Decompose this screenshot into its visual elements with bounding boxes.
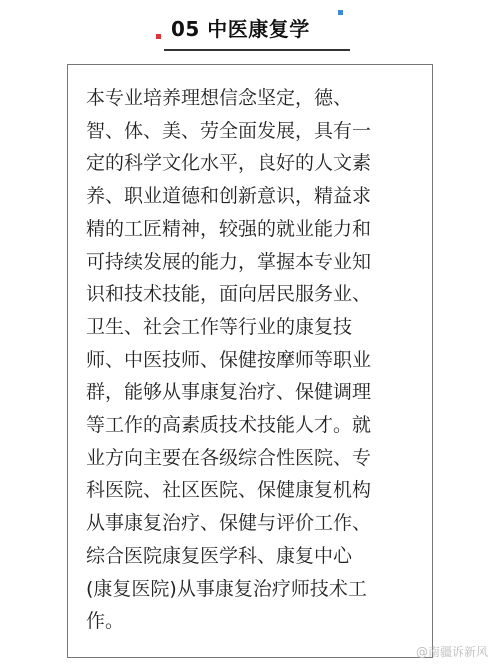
blue-accent-square	[338, 10, 343, 15]
title-underline	[164, 49, 350, 51]
watermark-text: @南疆诉新风	[415, 645, 488, 659]
section-title: 05 中医康复学	[171, 17, 310, 41]
program-description: 本专业培养理想信念坚定，德、 智、体、美、劳全面发展，具有一 定的科学文化水平，良好的人文素 养、职业道德和创新意识，精益求 精的工匠精神，较强的就业能力和 可持续发展的能力，掌握本专业知 识和技术技能，面向居民服务业、 卫生、社会工作等行业的康复技 师、中医技师、保健按摩师等职业 群，能够从事康复治疗、保健调理 等工作的高素质技术技能人才。就 业方向主要在各级综合性医院、专 科医院、社区医院、保健康复机构 从事康复治疗、保健与评价工作、 综合医院康复医学科、康复中心 (康复医院)从事康复治疗师技术工 作。	[86, 87, 372, 633]
red-accent-square	[156, 34, 161, 39]
